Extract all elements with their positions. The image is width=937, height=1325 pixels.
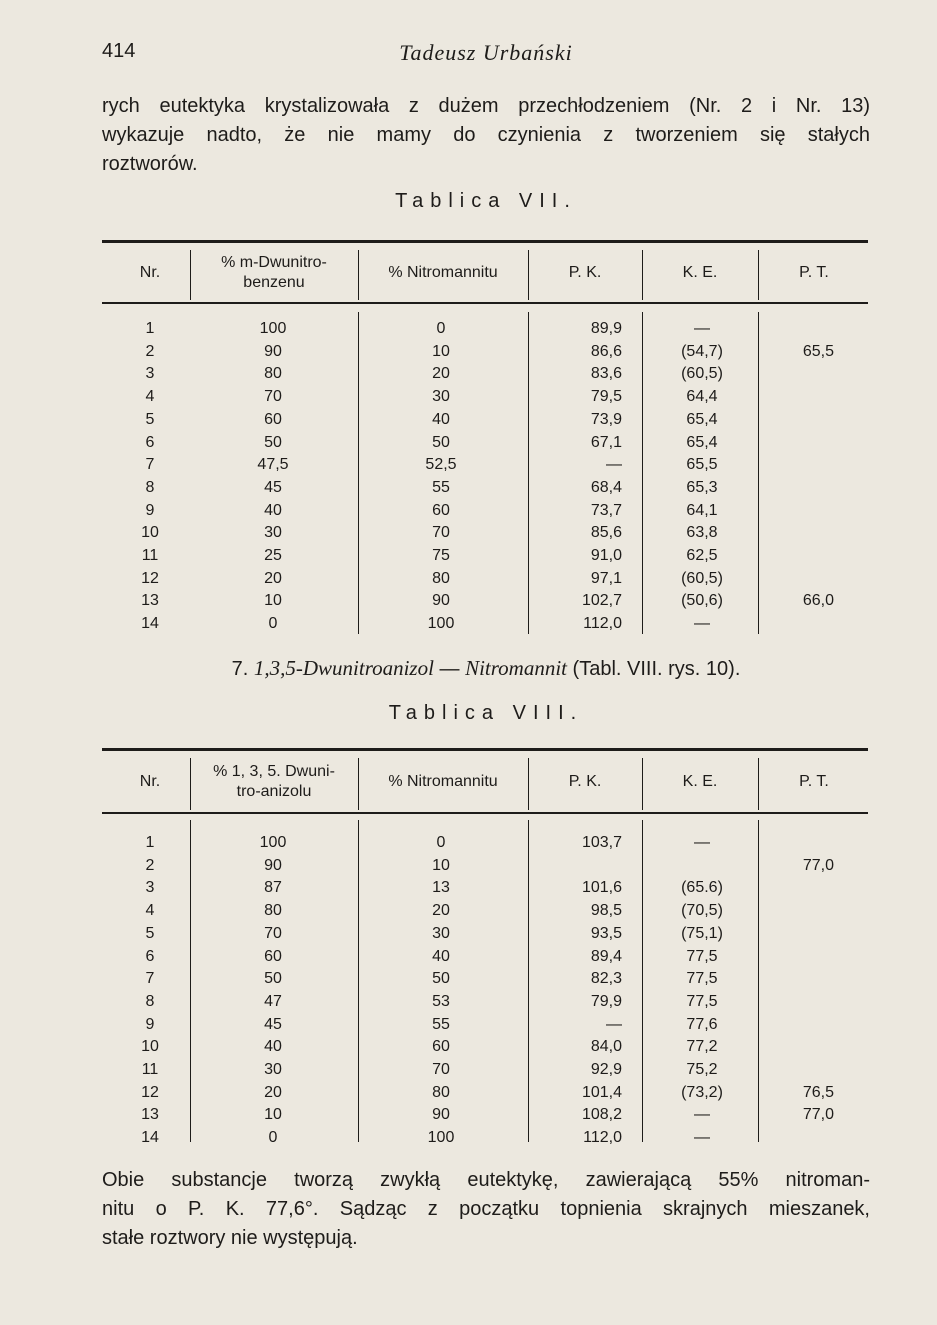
column-divider [642,758,643,810]
cell-ke: — [694,1129,710,1147]
header-nr: Nr. [139,264,161,281]
cell-percent-nitromannit: 50 [432,433,450,451]
cell-percent-nitromannit: 60 [432,501,450,519]
cell-ke: 63,8 [686,524,718,542]
cell-nr: 6 [145,947,155,965]
cell-nr: 9 [145,501,155,519]
conclusion-line: nitu o P. K. 77,6°. Sądząc z początku topnienia skrajnych mieszanek, [102,1198,870,1220]
table-header-rule [102,302,868,304]
cell-pk: 92,9 [590,1061,622,1078]
cell-pk: 86,6 [590,342,622,360]
header-line: tro-anizolu [236,783,312,800]
cell-percent-nitromannit: 40 [432,947,450,965]
cell-pt: 76,5 [802,1083,834,1101]
cell-nr: 1 [145,320,155,337]
cell-percent-nitromannit: 90 [432,592,450,610]
cell-nr: 11 [141,547,159,564]
cell-pt [762,453,834,476]
cell-pt [762,431,834,454]
cell-pt: 77,0 [802,856,834,874]
conclusion-paragraph [102,1166,870,1253]
cell-ke: — [694,834,710,851]
cell-nr: 2 [145,342,155,360]
header-nitromannit: % Nitromannitu [388,264,498,281]
cell-percent-a: 45 [264,1015,282,1033]
intro-line: wykazuje nadto, że nie mamy do czynienia z tworzeniem się stałych [102,124,870,146]
cell-pt [762,476,834,499]
column-divider [190,820,191,1142]
table8-caption: Tablica VIII. [388,702,584,724]
table7-caption: Tablica VII. [395,190,577,212]
cell-percent-nitromannit: 13 [432,879,450,897]
cell-pk: 85,6 [590,524,622,542]
cell-nr: 3 [145,365,155,383]
cell-pt [762,1035,834,1058]
table7 [102,240,868,640]
cell-ke: — [694,320,710,337]
cell-ke: 65,3 [686,478,718,496]
cell-pk: 112,0 [583,1129,622,1147]
cell-ke: 77,5 [686,970,718,988]
cell-percent-nitromannit: 20 [432,902,450,920]
section-reference: (Tabl. VIII. rys. 10). [572,658,741,680]
column-divider [190,250,191,300]
cell-nr: 8 [145,478,155,496]
cell-percent-nitromannit: 60 [432,1038,450,1056]
cell-ke: (70,5) [681,902,723,920]
cell-nr: 12 [141,569,159,587]
cell-percent-nitromannit: 55 [432,478,450,496]
cell-pk: — [606,1015,622,1033]
header-pt: P. T. [799,773,829,790]
header-ke: K. E. [682,773,718,790]
column-divider [528,758,529,810]
cell-percent-nitromannit: 100 [427,1129,455,1147]
running-head-author: Tadeusz Urbański [399,40,573,65]
cell-pk: 73,9 [590,410,622,428]
cell-nr: 10 [141,1038,159,1056]
cell-nr: 12 [141,1083,159,1101]
cell-nr: 13 [141,592,159,610]
column-divider [358,250,359,300]
cell-ke: 75,2 [686,1061,718,1078]
cell-nr: 4 [145,388,155,406]
column-divider [528,250,529,300]
cell-ke: (65.6) [681,879,723,897]
table8 [102,748,868,1150]
column-divider [642,820,643,1142]
cell-ke: 65,4 [686,433,718,451]
conclusion-line: Obie substancje tworzą zwykłą eutektykę, zawierającą 55% nitroman- [102,1169,870,1191]
column-divider [758,250,759,300]
section-title-compound-2: Nitromannit [465,656,567,680]
cell-percent-a: 25 [264,547,282,564]
cell-percent-nitromannit: 53 [432,992,450,1010]
cell-pt [762,362,834,385]
cell-percent-a: 50 [264,970,282,988]
table-top-rule [102,240,868,243]
cell-nr: 11 [141,1061,159,1078]
cell-pk: 68,4 [590,478,622,496]
cell-percent-nitromannit: 10 [432,856,450,874]
intro-paragraph [102,92,870,179]
cell-percent-a: 80 [264,902,282,920]
cell-percent-a: 30 [264,1061,282,1078]
cell-percent-a: 87 [264,879,282,897]
cell-pk: 112,0 [583,615,622,633]
cell-ke: 64,1 [686,501,718,519]
header-nr: Nr. [139,773,161,790]
column-divider [642,250,643,300]
cell-pk: 97,1 [590,569,622,587]
cell-pt: 77,0 [802,1106,834,1124]
cell-percent-nitromannit: 0 [436,834,446,851]
cell-ke: (54,7) [681,342,723,360]
cell-percent-a: 0 [268,1129,278,1147]
cell-ke [662,854,742,877]
cell-pt [762,521,834,544]
header-dwunitrobenzen [194,248,354,298]
conclusion-line: stałe roztwory nie występują. [102,1227,358,1249]
cell-pt: 65,5 [802,342,834,360]
cell-pt [762,945,834,968]
cell-percent-a: 100 [259,834,287,851]
cell-percent-a: 90 [264,342,282,360]
cell-percent-a: 80 [264,365,282,383]
cell-pk: 89,9 [590,320,622,337]
cell-percent-a: 47,5 [257,456,289,474]
cell-percent-nitromannit: 50 [432,970,450,988]
cell-percent-nitromannit: 80 [432,1083,450,1101]
column-divider [758,312,759,634]
cell-ke: 65,5 [686,456,718,474]
cell-pt [762,408,834,431]
cell-pt [762,831,834,854]
page-header [102,40,870,70]
column-divider [528,312,529,634]
cell-percent-nitromannit: 30 [432,388,450,406]
column-divider [758,820,759,1142]
cell-pt [762,612,834,635]
column-divider [358,312,359,634]
cell-pk: 67,1 [590,433,622,451]
cell-percent-a: 70 [264,388,282,406]
cell-percent-a: 47 [264,992,282,1010]
cell-nr: 7 [145,456,155,474]
cell-nr: 13 [141,1106,159,1124]
cell-pk: — [606,456,622,474]
header-pk: P. K. [568,773,602,790]
cell-percent-a: 60 [264,947,282,965]
cell-pk: 83,6 [590,365,622,383]
cell-pk: 103,7 [581,834,622,851]
cell-ke: (50,6) [681,592,723,610]
cell-ke: (73,2) [681,1083,723,1101]
cell-percent-a: 45 [264,478,282,496]
cell-percent-a: 10 [264,592,282,610]
cell-percent-nitromannit: 100 [427,615,455,633]
cell-ke: 77,2 [686,1038,718,1056]
cell-ke: 62,5 [686,547,718,564]
intro-line: roztworów. [102,153,198,175]
cell-pk: 108,2 [581,1106,622,1124]
cell-pk: 82,3 [590,970,622,988]
cell-ke: 64,4 [686,388,718,406]
cell-ke: 77,5 [686,992,718,1010]
cell-percent-a: 50 [264,433,282,451]
cell-pk: 98,5 [590,902,622,920]
cell-nr: 1 [145,834,155,851]
header-nitromannit: % Nitromannitu [388,773,498,790]
cell-percent-a: 10 [264,1106,282,1124]
cell-pk: 101,6 [581,879,622,897]
cell-percent-nitromannit: 0 [436,320,446,337]
cell-nr: 10 [141,524,159,542]
cell-nr: 9 [145,1015,155,1033]
cell-percent-a: 90 [264,856,282,874]
header-pt: P. T. [799,264,829,281]
cell-ke: 77,5 [686,947,718,965]
cell-pt [762,317,834,340]
cell-pt [762,499,834,522]
cell-pk: 91,0 [590,547,622,564]
cell-nr: 5 [145,410,155,428]
cell-percent-a: 40 [264,501,282,519]
cell-percent-nitromannit: 10 [432,342,450,360]
cell-pt [762,567,834,590]
cell-pt: 66,0 [802,592,834,610]
table-header-rule [102,812,868,814]
cell-nr: 4 [145,902,155,920]
cell-percent-nitromannit: 40 [432,410,450,428]
cell-percent-a: 0 [268,615,278,633]
cell-pt [762,385,834,408]
cell-pt [762,1126,834,1149]
cell-pk [550,854,622,877]
cell-percent-a: 40 [264,1038,282,1056]
header-dwunitroanizol [194,756,354,808]
cell-ke: 77,6 [686,1015,718,1033]
cell-percent-a: 20 [264,569,282,587]
column-divider [358,820,359,1142]
header-line: benzenu [243,274,305,291]
cell-percent-nitromannit: 80 [432,569,450,587]
cell-percent-a: 100 [259,320,287,337]
cell-pk: 73,7 [590,501,622,519]
page-number: 414 [102,40,136,62]
cell-ke: (75,1) [681,924,723,942]
cell-percent-a: 70 [264,924,282,942]
cell-percent-nitromannit: 30 [432,924,450,942]
header-pk: P. K. [568,264,602,281]
cell-percent-nitromannit: 75 [432,547,450,564]
cell-pt [762,876,834,899]
cell-percent-nitromannit: 70 [432,1061,450,1078]
column-divider [642,312,643,634]
cell-pt [762,1058,834,1081]
header-line: % 1, 3, 5. Dwuni- [213,763,335,780]
cell-pt [762,544,834,567]
cell-pk: 93,5 [590,924,622,942]
cell-nr: 7 [145,970,155,988]
cell-nr: 2 [145,856,155,874]
cell-pk: 102,7 [581,592,622,610]
table-top-rule [102,748,868,751]
cell-pt [762,1013,834,1036]
cell-pt [762,967,834,990]
cell-percent-nitromannit: 55 [432,1015,450,1033]
cell-percent-nitromannit: 70 [432,524,450,542]
cell-pt [762,899,834,922]
section-title-compound-1: 1,3,5-Dwunitroanizol [253,656,434,680]
section-7-heading [102,656,870,681]
column-divider [528,820,529,1142]
cell-pk: 84,0 [590,1038,622,1056]
header-ke: K. E. [682,264,718,281]
column-divider [758,758,759,810]
cell-pk: 101,4 [581,1083,622,1101]
cell-percent-a: 30 [264,524,282,542]
cell-pt [762,990,834,1013]
header-line: % m-Dwunitro- [221,254,327,271]
column-divider [190,758,191,810]
intro-line: rych eutektyka krystalizowała z dużem przechłodzeniem (Nr. 2 i Nr. 13) [102,95,870,117]
cell-pk: 89,4 [590,947,622,965]
cell-pt [762,922,834,945]
cell-percent-nitromannit: 90 [432,1106,450,1124]
cell-nr: 5 [145,924,155,942]
cell-nr: 6 [145,433,155,451]
cell-nr: 8 [145,992,155,1010]
column-divider [358,758,359,810]
cell-pk: 79,5 [590,388,622,406]
cell-percent-a: 60 [264,410,282,428]
cell-ke: 65,4 [686,410,718,428]
cell-nr: 3 [145,879,155,897]
section-title-dash: — [439,658,460,680]
cell-percent-a: 20 [264,1083,282,1101]
cell-pk: 79,9 [590,992,622,1010]
section-number: 7. [231,658,249,680]
cell-percent-nitromannit: 52,5 [425,456,457,474]
cell-ke: — [694,1106,710,1124]
cell-percent-nitromannit: 20 [432,365,450,383]
cell-nr: 14 [141,615,159,633]
cell-ke: — [694,615,710,633]
cell-ke: (60,5) [681,569,723,587]
cell-nr: 14 [141,1129,159,1147]
cell-ke: (60,5) [681,365,723,383]
